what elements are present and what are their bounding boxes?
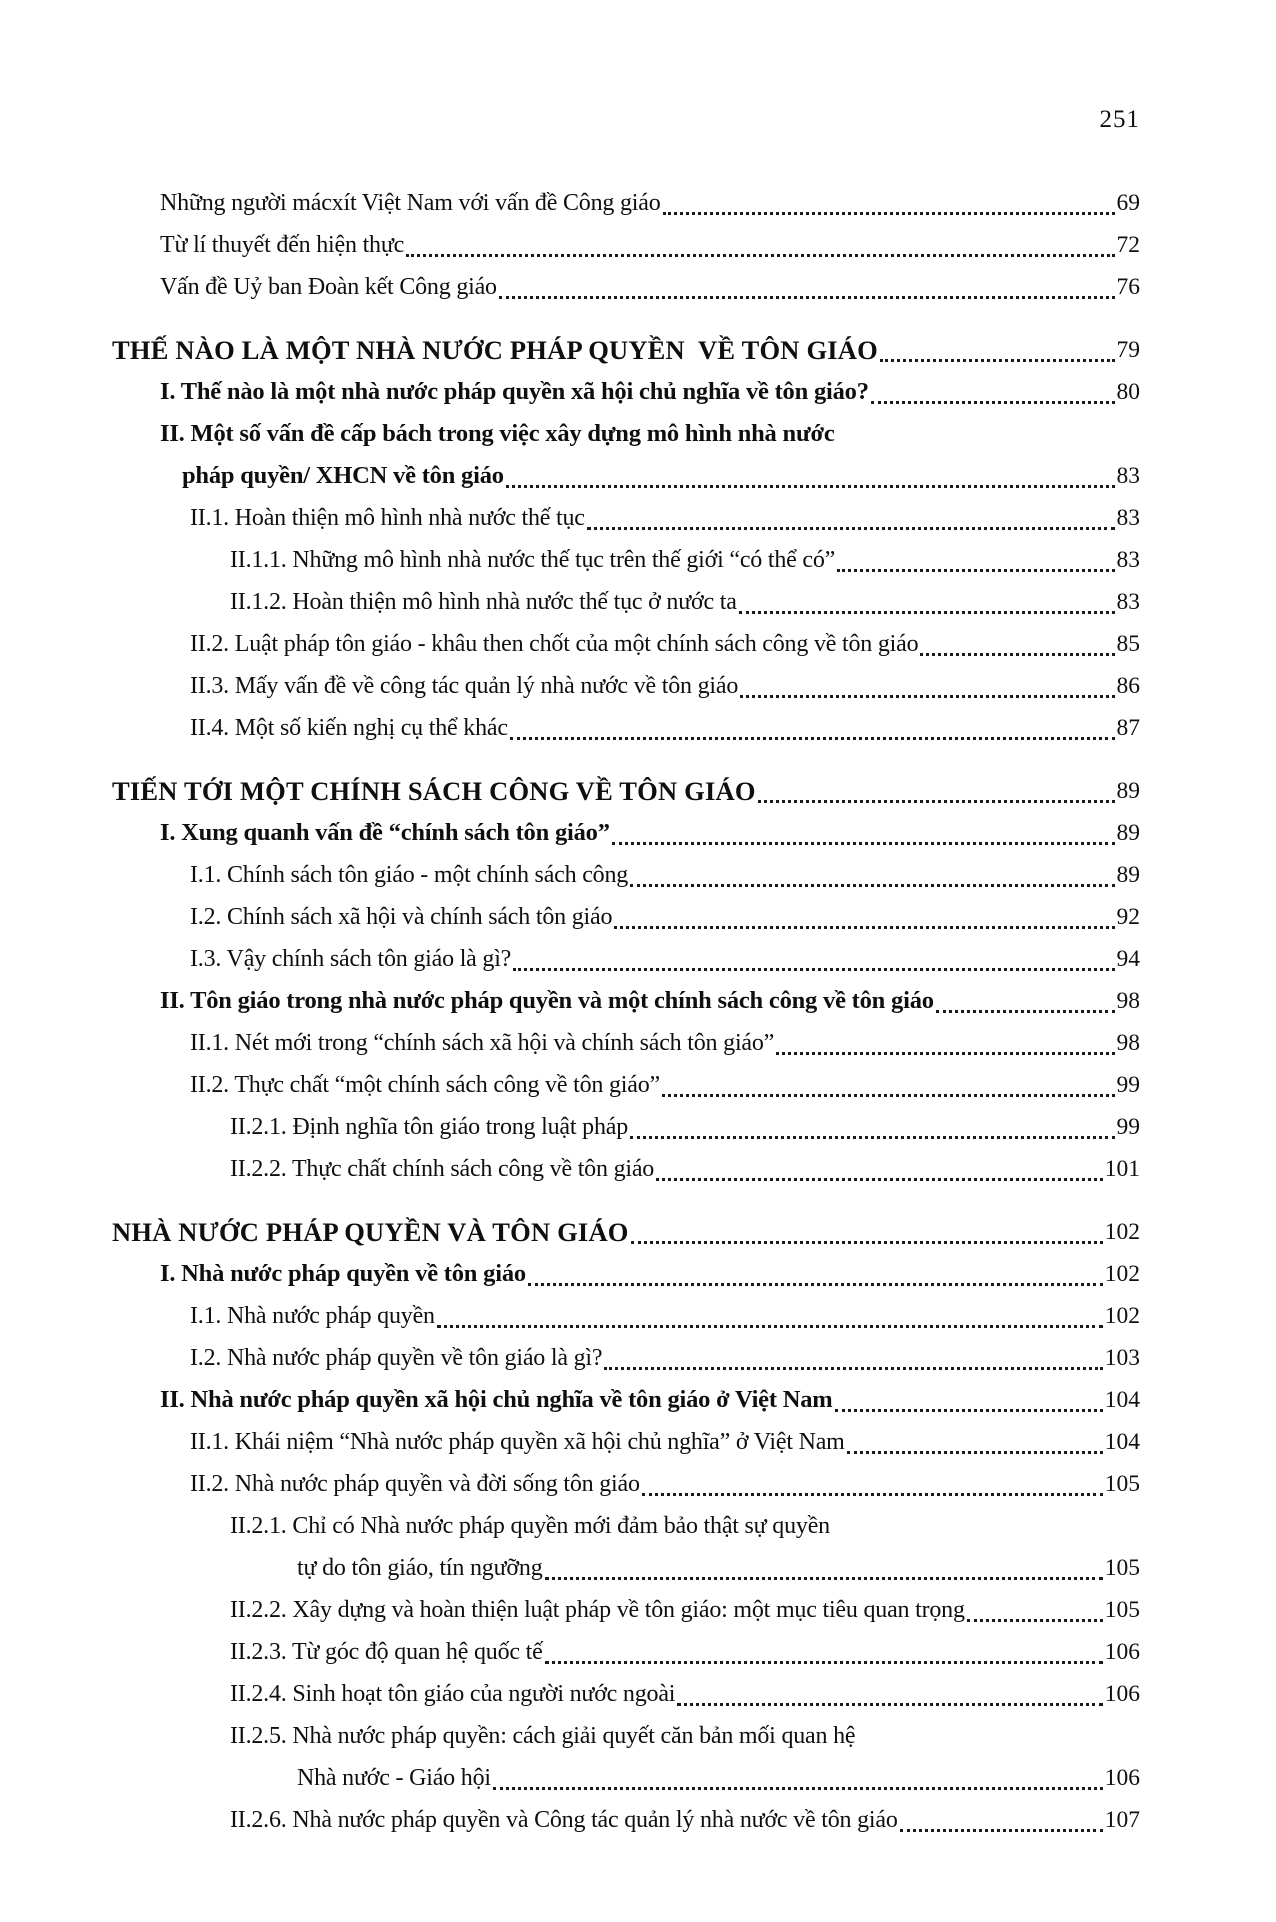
dot-leader <box>837 569 1114 572</box>
toc-page-number: 102 <box>1104 1303 1140 1329</box>
toc-page-number: 103 <box>1104 1345 1140 1371</box>
dot-leader <box>900 1829 1103 1832</box>
toc-page-number: 107 <box>1104 1807 1140 1833</box>
toc-entry-row <box>112 707 1140 749</box>
toc-entry-row <box>112 1631 1140 1673</box>
dot-leader <box>631 1241 1103 1244</box>
toc-page-number: 104 <box>1104 1387 1140 1413</box>
toc-entry-row <box>112 1337 1140 1379</box>
toc-entry-title: II.2.5. Nhà nước pháp quyền: cách giải quyết căn bản mối quan hệ <box>230 1723 856 1749</box>
toc-entry-row <box>112 1673 1140 1715</box>
dot-leader <box>493 1787 1103 1790</box>
toc-entry-row <box>112 1379 1140 1421</box>
toc-entry-row <box>112 1148 1140 1190</box>
dot-leader <box>642 1493 1103 1496</box>
toc-entry-title: I.2. Nhà nước pháp quyền về tôn giáo là gì? <box>190 1345 603 1371</box>
toc-page-number: 83 <box>1116 463 1140 489</box>
toc-page-number: 79 <box>1116 337 1140 363</box>
toc-entry-row <box>112 581 1140 623</box>
toc-page-number: 106 <box>1104 1639 1140 1665</box>
dot-leader <box>513 968 1114 971</box>
toc-entry-title: II. Tôn giáo trong nhà nước pháp quyền và một chính sách công về tôn giáo <box>160 987 934 1014</box>
toc-entry-row <box>112 539 1140 581</box>
toc-entry-row <box>112 1106 1140 1148</box>
dot-leader <box>835 1409 1103 1412</box>
toc-entry-row <box>112 665 1140 707</box>
toc-page-number: 102 <box>1104 1261 1140 1287</box>
toc-list <box>112 182 1140 1841</box>
toc-page-number: 105 <box>1104 1597 1140 1623</box>
dot-leader <box>677 1703 1102 1706</box>
toc-entry-title: II.4. Một số kiến nghị cụ thể khác <box>190 715 508 741</box>
toc-entry-row <box>112 1064 1140 1106</box>
toc-entry-title: pháp quyền/ XHCN về tôn giáo <box>182 462 504 489</box>
toc-entry-row <box>112 1295 1140 1337</box>
toc-entry-title: II.2. Nhà nước pháp quyền và đời sống tôn giáo <box>190 1471 640 1497</box>
toc-page-number: 92 <box>1116 904 1140 930</box>
page-header-number: 251 <box>1099 106 1140 133</box>
dot-leader <box>880 359 1115 362</box>
dot-leader <box>437 1325 1103 1328</box>
toc-page-number: 105 <box>1104 1555 1140 1581</box>
toc-page-number: 83 <box>1116 505 1140 531</box>
toc-entry-title: II.1. Hoàn thiện mô hình nhà nước thế tục <box>190 505 585 531</box>
dot-leader <box>499 296 1115 299</box>
dot-leader <box>528 1283 1103 1286</box>
toc-entry-row <box>112 1505 1140 1547</box>
toc-entry-title: II.2.1. Định nghĩa tôn giáo trong luật pháp <box>230 1114 628 1140</box>
dot-leader <box>967 1619 1103 1622</box>
toc-entry-title: II.1.1. Những mô hình nhà nước thế tục trên thế giới “có thể có” <box>230 547 836 573</box>
dot-leader <box>776 1052 1114 1055</box>
toc-entry-row <box>112 854 1140 896</box>
toc-entry-title: II.2.6. Nhà nước pháp quyền và Công tác quản lý nhà nước về tôn giáo <box>230 1807 898 1833</box>
toc-page-number: 76 <box>1116 274 1140 300</box>
toc-entry-title: II.2. Thực chất “một chính sách công về tôn giáo” <box>190 1072 660 1098</box>
toc-entry-title: II. Nhà nước pháp quyền xã hội chủ nghĩa về tôn giáo ở Việt Nam <box>160 1386 833 1413</box>
dot-leader <box>612 842 1115 845</box>
toc-entry-title: II.2.1. Chỉ có Nhà nước pháp quyền mới đảm bảo thật sự quyền <box>230 1513 830 1539</box>
toc-page-number: 89 <box>1116 778 1140 804</box>
dot-leader <box>506 485 1115 488</box>
toc-page-number: 69 <box>1116 190 1140 216</box>
toc-entry-title: II.2.2. Thực chất chính sách công về tôn giáo <box>230 1156 655 1182</box>
toc-entry-row <box>112 1799 1140 1841</box>
toc-page-number: 94 <box>1116 946 1140 972</box>
toc-entry-title: Nhà nước - Giáo hội <box>297 1765 491 1791</box>
toc-entry-title: II.2.4. Sinh hoạt tôn giáo của người nước ngoài <box>230 1681 676 1707</box>
toc-entry-row <box>112 1253 1140 1295</box>
toc-page-number: 102 <box>1104 1219 1140 1245</box>
toc-entry-title: NHÀ NƯỚC PHÁP QUYỀN VÀ TÔN GIÁO <box>112 1217 629 1247</box>
toc-entry-title: II.2. Luật pháp tôn giáo - khâu then chốt của một chính sách công về tôn giáo <box>190 631 919 657</box>
toc-entry-title: I.1. Nhà nước pháp quyền <box>190 1303 435 1329</box>
toc-entry-row <box>112 371 1140 413</box>
toc-entry-title: II.3. Mấy vấn đề về công tác quản lý nhà nước về tôn giáo <box>190 673 739 699</box>
toc-entry-title: II.2.3. Từ góc độ quan hệ quốc tế <box>230 1639 543 1665</box>
dot-leader <box>920 653 1114 656</box>
toc-chapter-row <box>112 1211 1140 1253</box>
toc-page-number: 80 <box>1116 379 1140 405</box>
dot-leader <box>936 1010 1115 1013</box>
toc-page-number: 99 <box>1116 1072 1140 1098</box>
toc-entry-title: I.2. Chính sách xã hội và chính sách tôn giáo <box>190 904 613 930</box>
dot-leader <box>614 926 1114 929</box>
toc-entry-row <box>112 938 1140 980</box>
toc-page-number: 101 <box>1104 1156 1140 1182</box>
toc-entry-row <box>112 980 1140 1022</box>
dot-leader <box>630 1136 1115 1139</box>
dot-leader <box>662 1094 1115 1097</box>
toc-page-number: 106 <box>1104 1681 1140 1707</box>
toc-page-number: 72 <box>1116 232 1140 258</box>
toc-page-number: 98 <box>1116 988 1140 1014</box>
dot-leader <box>656 1178 1103 1181</box>
toc-entry-row <box>112 266 1140 308</box>
toc-entry-title: Vấn đề Uỷ ban Đoàn kết Công giáo <box>160 274 497 300</box>
toc-entry-title: II.2.2. Xây dựng và hoàn thiện luật pháp về tôn giáo: một mục tiêu quan trọng <box>230 1597 965 1623</box>
dot-leader <box>871 401 1115 404</box>
toc-entry-row <box>112 1022 1140 1064</box>
toc-entry-row <box>112 455 1140 497</box>
dot-leader <box>545 1577 1103 1580</box>
dot-leader <box>604 1367 1102 1370</box>
toc-page-number: 87 <box>1116 715 1140 741</box>
toc-page-number: 99 <box>1116 1114 1140 1140</box>
toc-page-number: 85 <box>1116 631 1140 657</box>
toc-page-number: 89 <box>1116 862 1140 888</box>
toc-entry-title: Từ lí thuyết đến hiện thực <box>160 232 405 258</box>
toc-entry-title: I. Xung quanh vấn đề “chính sách tôn giáo” <box>160 819 610 846</box>
dot-leader <box>630 884 1114 887</box>
dot-leader <box>663 212 1115 215</box>
toc-entry-title: THẾ NÀO LÀ MỘT NHÀ NƯỚC PHÁP QUYỀN VỀ TÔN GIÁO <box>112 335 878 365</box>
dot-leader <box>510 737 1115 740</box>
toc-entry-row <box>112 497 1140 539</box>
toc-entry-title: I.1. Chính sách tôn giáo - một chính sách công <box>190 862 629 888</box>
dot-leader <box>406 254 1114 257</box>
toc-entry-title: I.3. Vậy chính sách tôn giáo là gì? <box>190 946 512 972</box>
toc-entry-row <box>112 1421 1140 1463</box>
toc-entry-row <box>112 224 1140 266</box>
toc-entry-row <box>112 1589 1140 1631</box>
toc-page-number: 98 <box>1116 1030 1140 1056</box>
toc-entry-title: I. Thế nào là một nhà nước pháp quyền xã hội chủ nghĩa về tôn giáo? <box>160 378 869 405</box>
toc-page-number: 105 <box>1104 1471 1140 1497</box>
toc-entry-title: II.1. Nét mới trong “chính sách xã hội và chính sách tôn giáo” <box>190 1030 775 1056</box>
dot-leader <box>587 527 1115 530</box>
toc-entry-title: I. Nhà nước pháp quyền về tôn giáo <box>160 1260 526 1287</box>
toc-entry-row <box>112 1463 1140 1505</box>
toc-entry-row <box>112 812 1140 854</box>
dot-leader <box>739 611 1115 614</box>
toc-entry-title: TIẾN TỚI MỘT CHÍNH SÁCH CÔNG VỀ TÔN GIÁO <box>112 776 756 806</box>
toc-entry-title: II.1.2. Hoàn thiện mô hình nhà nước thế tục ở nước ta <box>230 589 737 615</box>
toc-chapter-row <box>112 329 1140 371</box>
dot-leader <box>740 695 1114 698</box>
toc-page-number: 86 <box>1116 673 1140 699</box>
dot-leader <box>545 1661 1103 1664</box>
dot-leader <box>847 1451 1103 1454</box>
toc-entry-row <box>112 182 1140 224</box>
toc-chapter-row <box>112 770 1140 812</box>
toc-entry-row <box>112 1715 1140 1757</box>
toc-entry-row <box>112 413 1140 455</box>
toc-entry-row <box>112 896 1140 938</box>
toc-entry-title: II. Một số vấn đề cấp bách trong việc xây dựng mô hình nhà nước <box>160 420 835 447</box>
toc-entry-row <box>112 1547 1140 1589</box>
toc-page-number: 104 <box>1104 1429 1140 1455</box>
toc-entry-title: tự do tôn giáo, tín ngưỡng <box>297 1555 543 1581</box>
toc-entry-row <box>112 623 1140 665</box>
toc-entry-title: II.1. Khái niệm “Nhà nước pháp quyền xã hội chủ nghĩa” ở Việt Nam <box>190 1429 845 1455</box>
toc-page-number: 89 <box>1116 820 1140 846</box>
toc-page-number: 83 <box>1116 589 1140 615</box>
toc-page-number: 106 <box>1104 1765 1140 1791</box>
dot-leader <box>758 800 1115 803</box>
toc-page-number: 83 <box>1116 547 1140 573</box>
toc-entry-row <box>112 1757 1140 1799</box>
toc-entry-title: Những người mácxít Việt Nam với vấn đề Công giáo <box>160 190 661 216</box>
